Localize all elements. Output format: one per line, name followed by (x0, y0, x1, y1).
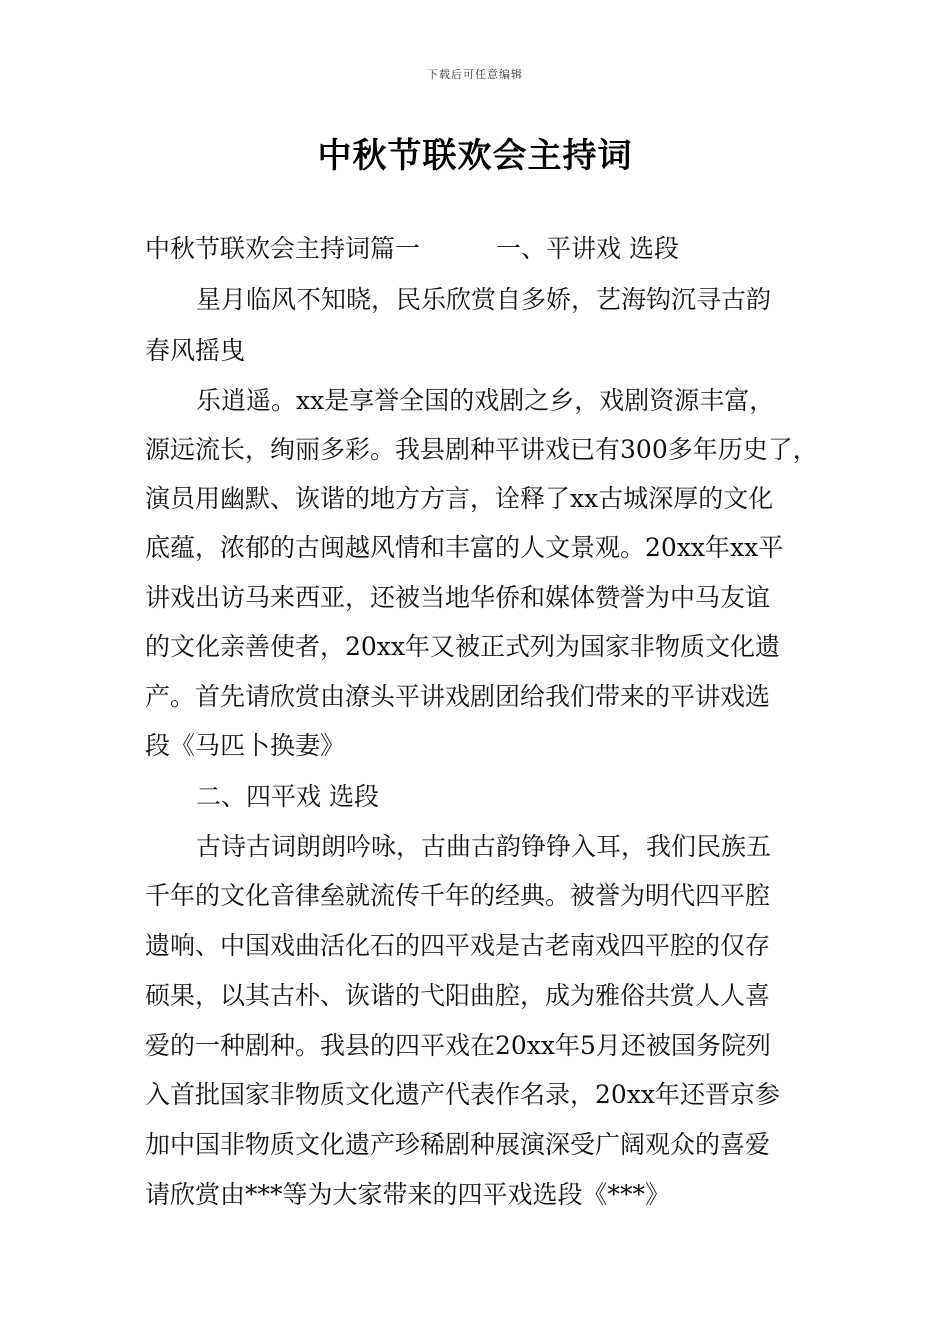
paragraph-line: 源远流长，绚丽多彩。我县剧种平讲戏已有300多年历史了， (145, 435, 818, 464)
paragraph-line: 产。首先请欣赏由潦头平讲戏剧团给我们带来的平讲戏选 (145, 682, 771, 711)
paragraph-line: 段《马匹卜换妻》 (145, 731, 346, 760)
paragraph-line: 请欣赏由***等为大家带来的四平戏选段《***》 (145, 1180, 671, 1209)
paragraph-line: 古诗古词朗朗吟咏，古曲古韵铮铮入耳，我们民族五 (196, 832, 772, 861)
paragraph-line: 硕果，以其古朴、诙谐的弋阳曲腔，成为雅俗共赏人人喜 (145, 981, 771, 1010)
paragraph-line: 入首批国家非物质文化遗产代表作名录，20xx年还晋京参 (145, 1080, 781, 1109)
header-note: 下载后可任意编辑 (427, 68, 523, 81)
paragraph-line: 底蕴，浓郁的古闽越风情和丰富的人文景观。20xx年xx平 (145, 533, 784, 562)
paragraph-line: 讲戏出访马来西亚，还被当地华侨和媒体赞誉为中马友谊 (145, 583, 771, 612)
section-heading-line (145, 234, 679, 264)
paragraph-line: 遗响、中国戏曲活化石的四平戏是古老南戏四平腔的仅存 (145, 931, 771, 960)
paragraph-line: 千年的文化音律垒就流传千年的经典。被誉为明代四平腔 (145, 881, 771, 910)
paragraph-line: 乐逍遥。xx是享誉全国的戏剧之乡，戏剧资源丰富， (196, 386, 775, 415)
section-one-heading: 一、平讲戏 选段 (496, 234, 679, 263)
paragraph-line: 的文化亲善使者，20xx年又被正式列为国家非物质文化遗 (145, 632, 781, 661)
document-title: 中秋节联欢会主持词 (317, 136, 633, 176)
paragraph-line: 爱的一种剧种。我县的四平戏在20xx年5月还被国务院列 (145, 1031, 771, 1060)
paragraph-line: 星月临风不知晓，民乐欣赏自多娇，艺海钩沉寻古韵 (196, 285, 772, 314)
paragraph-line: 演员用幽默、诙谐的地方方言，诠释了xx古城深厚的文化 (145, 484, 774, 513)
paragraph-line: 春风摇曳 (145, 336, 246, 365)
section-two-heading: 二、四平戏 选段 (196, 782, 379, 811)
subtitle-text: 中秋节联欢会主持词篇一 (145, 234, 421, 263)
paragraph-line: 加中国非物质文化遗产珍稀剧种展演深受广阔观众的喜爱 (145, 1130, 771, 1159)
